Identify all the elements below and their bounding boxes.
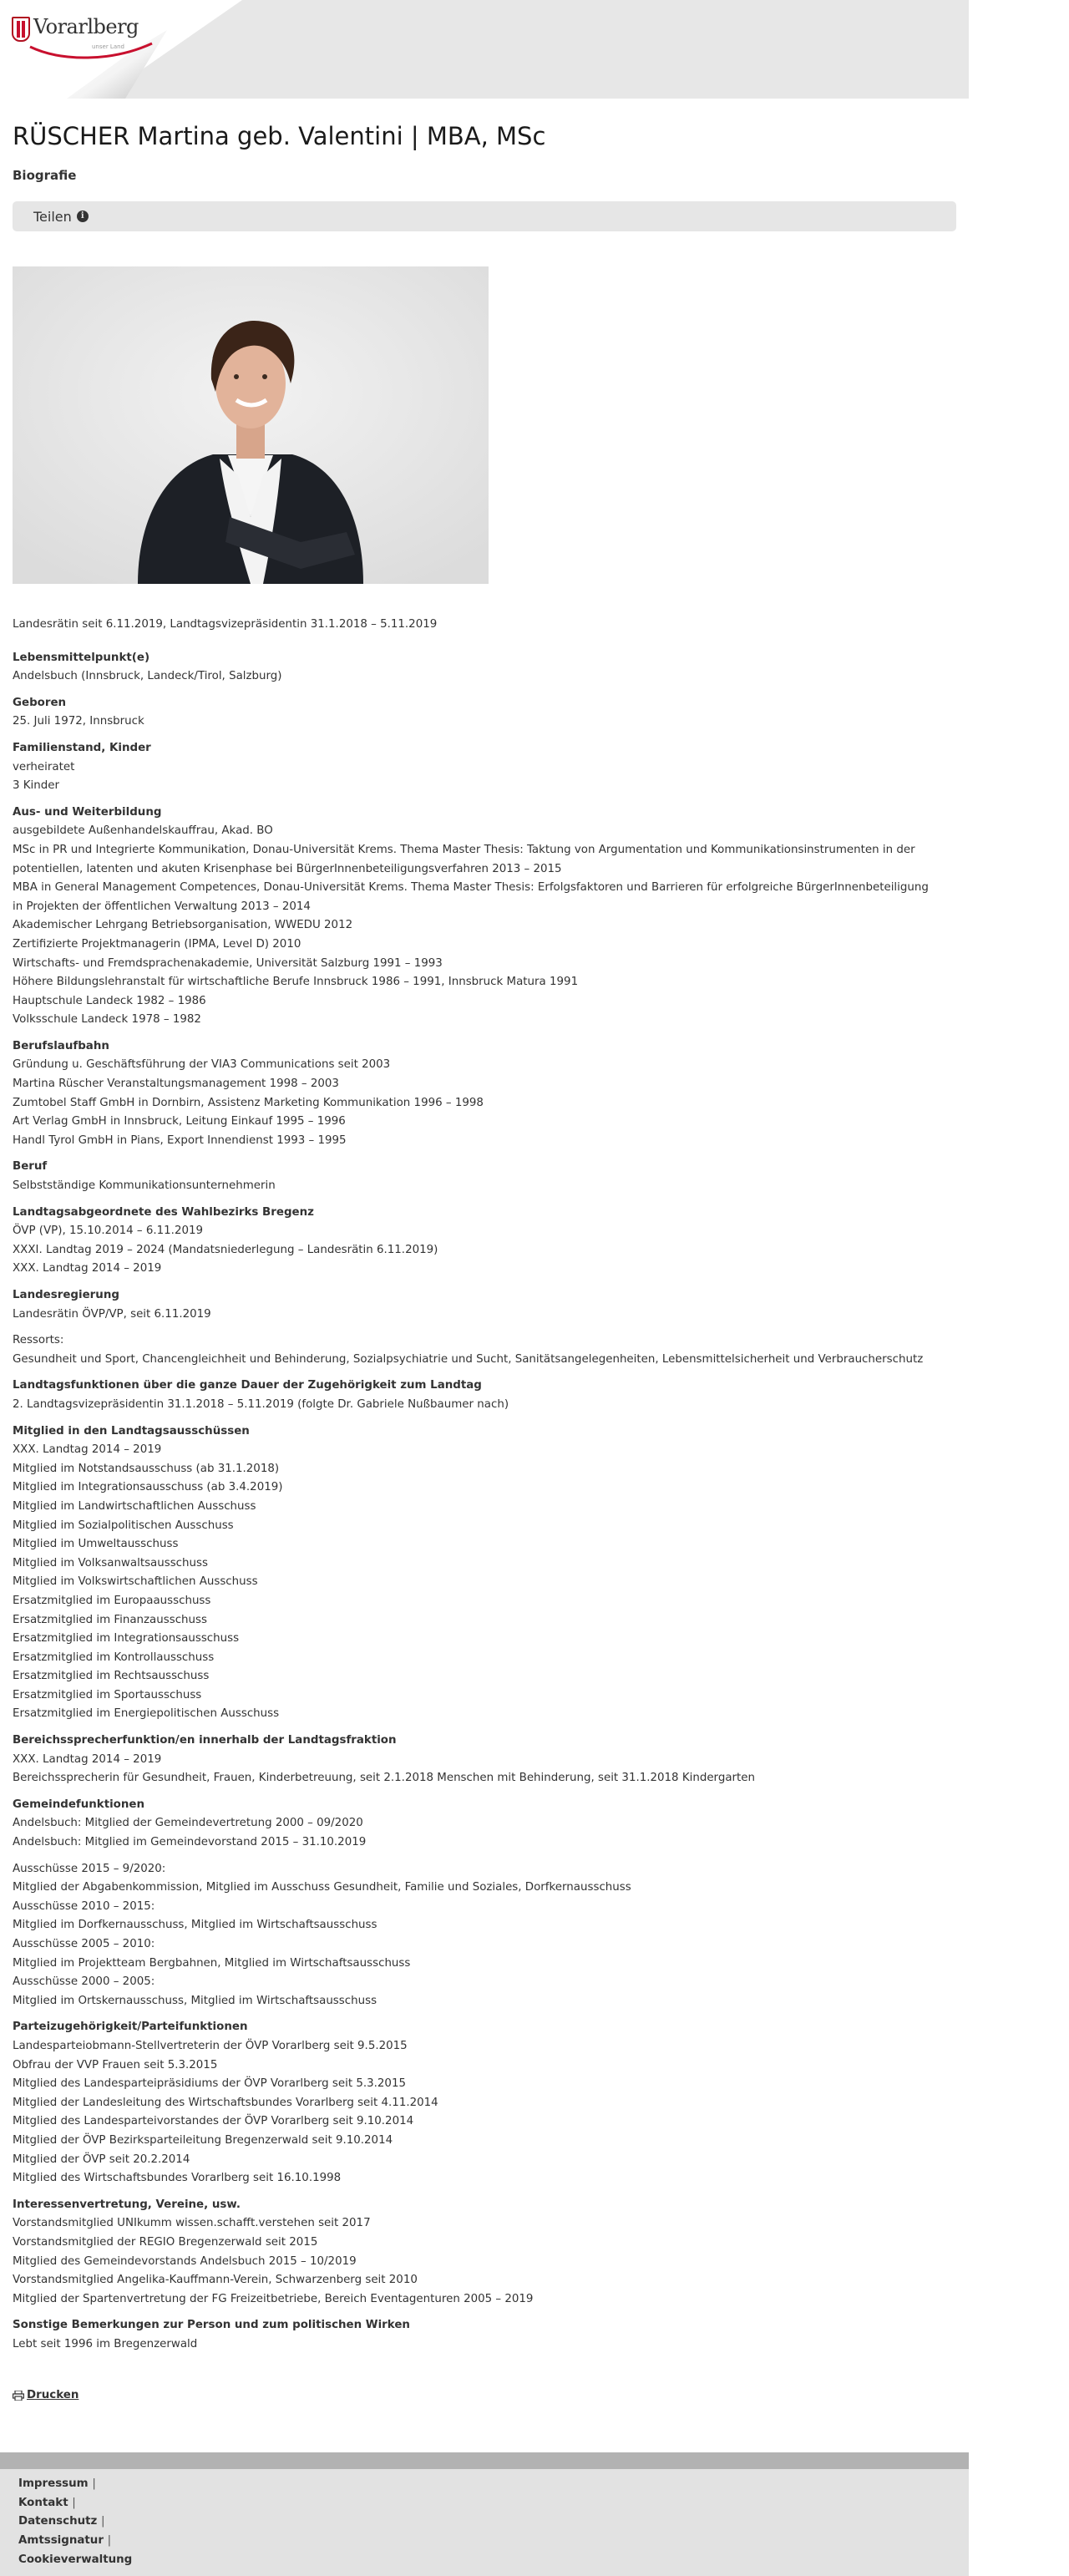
bio-line: Akademischer Lehrgang Betriebsorganisation, WWEDU 2012 <box>13 919 353 932</box>
info-circle-icon: i <box>77 210 89 222</box>
footer-link-cookieverwaltung[interactable] <box>18 2551 950 2570</box>
footer-link-label: Cookieverwaltung <box>18 2553 133 2566</box>
bio-line: Selbstständige Kommunikationsunternehmerin <box>13 1179 276 1193</box>
bio-line: Andelsbuch: Mitglied der Gemeindevertretung 2000 – 09/2020 <box>13 1817 363 1830</box>
bio-line: Mitglied des Landesparteivorstandes der ÖVP Vorarlberg seit 9.10.2014 <box>13 2115 414 2128</box>
portrait-illustration <box>13 266 489 584</box>
portrait-photo <box>13 266 489 584</box>
bio-line: Zumtobel Staff GmbH in Dornbirn, Assistenz Marketing Kommunikation 1996 – 1998 <box>13 1096 484 1109</box>
bio-line: Landesrätin ÖVP/VP, seit 6.11.2019 <box>13 1307 211 1321</box>
bio-section-heading: Lebensmittelpunkt(e) <box>13 651 150 664</box>
bio-line: Mitglied der ÖVP seit 20.2.2014 <box>13 2153 190 2166</box>
bio-section-heading: Familienstand, Kinder <box>13 741 151 754</box>
bio-line: Landesparteiobmann-Stellvertreterin der ÖVP Vorarlberg seit 9.5.2015 <box>13 2039 408 2052</box>
bio-line: Mitglied des Landesparteipräsidiums der ÖVP Vorarlberg seit 5.3.2015 <box>13 2077 406 2091</box>
footer-separator: | <box>101 2515 105 2528</box>
bio-line: Ressorts: <box>13 1334 64 1347</box>
bio-line: Hauptschule Landeck 1982 – 1986 <box>13 994 206 1007</box>
bio-section-heading: Parteizugehörigkeit/Parteifunktionen <box>13 2021 248 2034</box>
bio-line: Andelsbuch: Mitglied im Gemeindevorstand 2015 – 31.10.2019 <box>13 1836 367 1849</box>
bio-line: Mitglied im Volksanwaltsausschuss <box>13 1556 208 1569</box>
bio-line: XXX. Landtag 2014 – 2019 <box>13 1262 162 1275</box>
biography-sections <box>13 649 956 2355</box>
bio-section-heading: Mitglied in den Landtagsausschüssen <box>13 1424 250 1438</box>
logo-subtext: unser Land <box>92 43 124 50</box>
bio-line: Mitglied im Integrationsausschuss (ab 3.4.2019) <box>13 1481 283 1494</box>
site-header <box>0 0 969 99</box>
bio-line: Volksschule Landeck 1978 – 1982 <box>13 1013 201 1027</box>
bio-line: Mitglied der Spartenvertretung der FG Freizeitbetriebe, Bereich Eventagenturen 2005 – 2019 <box>13 2292 534 2305</box>
biography <box>13 616 956 2354</box>
bio-section-heading: Gemeindefunktionen <box>13 1798 145 1811</box>
bio-section <box>13 1331 956 1369</box>
bio-line: Mitglied im Landwirtschaftlichen Ausschuss <box>13 1499 256 1513</box>
page-subtitle: Biografie <box>13 168 77 183</box>
footer-link-label: Impressum <box>18 2477 89 2490</box>
bio-section <box>13 649 956 687</box>
bio-section <box>13 804 956 1030</box>
bio-line: Ersatzmitglied im Kontrollausschuss <box>13 1651 215 1664</box>
bio-line: Ausschüsse 2000 – 2005: <box>13 1975 155 1989</box>
bio-section <box>13 2316 956 2354</box>
bio-line: Ersatzmitglied im Energiepolitischen Ausschuss <box>13 1707 280 1721</box>
bio-section <box>13 1158 956 1195</box>
logo-swoosh-icon <box>28 40 154 62</box>
bio-section <box>13 1204 956 1279</box>
bio-line: 2. Landtagsvizepräsidentin 31.1.2018 – 5.11.2019 (folgte Dr. Gabriele Nußbaumer nach) <box>13 1397 509 1411</box>
bio-line: verheiratet <box>13 760 75 773</box>
footer-link-kontakt[interactable] <box>18 2494 950 2513</box>
bio-line: Mitglied im Sozialpolitischen Ausschuss <box>13 1519 234 1532</box>
bio-line: Mitglied des Wirtschaftsbundes Vorarlberg seit 16.10.1998 <box>13 2172 342 2185</box>
bio-line: Wirtschafts- und Fremdsprachenakademie, Universität Salzburg 1991 – 1993 <box>13 956 443 970</box>
bio-section-heading: Berufslaufbahn <box>13 1039 109 1052</box>
bio-line: Mitglied im Notstandsausschuss (ab 31.1.2018) <box>13 1462 280 1475</box>
bio-line: Art Verlag GmbH in Innsbruck, Leitung Einkauf 1995 – 1996 <box>13 1115 346 1128</box>
bio-line: Ausschüsse 2015 – 9/2020: <box>13 1862 166 1875</box>
bio-line: ÖVP (VP), 15.10.2014 – 6.11.2019 <box>13 1225 204 1238</box>
bio-line: Ersatzmitglied im Europaausschuss <box>13 1594 211 1607</box>
bio-line: Handl Tyrol GmbH in Pians, Export Innendienst 1993 – 1995 <box>13 1133 347 1147</box>
bio-line: ausgebildete Außenhandelskauffrau, Akad. BO <box>13 824 273 838</box>
bio-line: Mitglied im Dorfkernausschuss, Mitglied im Wirtschaftsausschuss <box>13 1919 377 1932</box>
bio-line: Ersatzmitglied im Integrationsausschuss <box>13 1632 240 1645</box>
footer-link-label: Datenschutz <box>18 2515 98 2528</box>
bio-section <box>13 1422 956 1725</box>
bio-section-heading: Landtagsabgeordnete des Wahlbezirks Bregenz <box>13 1205 314 1219</box>
bio-section <box>13 1037 956 1151</box>
footer-links <box>0 2469 969 2576</box>
footer-link-label: Amtssignatur <box>18 2534 104 2548</box>
bio-line: Bereichssprecherin für Gesundheit, Frauen, Kinderbetreuung, seit 2.1.2018 Menschen mit Behinderung, seit 31.1.2018 Kindergarten <box>13 1772 756 1785</box>
bio-line: XXX. Landtag 2014 – 2019 <box>13 1443 162 1457</box>
bio-line: Mitglied im Projektteam Bergbahnen, Mitglied im Wirtschaftsausschuss <box>13 1956 411 1970</box>
bio-line: Andelsbuch (Innsbruck, Landeck/Tirol, Salzburg) <box>13 670 282 683</box>
share-button[interactable] <box>13 201 956 231</box>
bio-section <box>13 2018 956 2188</box>
printer-icon <box>13 2391 24 2401</box>
bio-section <box>13 2196 956 2310</box>
bio-section-heading: Aus- und Weiterbildung <box>13 805 162 819</box>
site-logo[interactable] <box>12 15 154 53</box>
bio-section <box>13 1732 956 1788</box>
bio-line: Ausschüsse 2005 – 2010: <box>13 1938 155 1950</box>
intro-line: Landesrätin seit 6.11.2019, Landtagsvizepräsidentin 31.1.2018 – 5.11.2019 <box>13 618 438 631</box>
bio-line: Mitglied im Volkswirtschaftlichen Ausschuss <box>13 1575 258 1589</box>
bio-section-heading: Sonstige Bemerkungen zur Person und zum politischen Wirken <box>13 2319 410 2332</box>
bio-line: Mitglied der Abgabenkommission, Mitglied im Ausschuss Gesundheit, Familie und Soziales, Dorfkernausschuss <box>13 1881 631 1894</box>
bio-line: Obfrau der VVP Frauen seit 5.3.2015 <box>13 2058 218 2071</box>
footer-separator: | <box>92 2477 96 2490</box>
bio-line: XXX. Landtag 2014 – 2019 <box>13 1752 162 1766</box>
bio-line: Ersatzmitglied im Sportausschuss <box>13 1688 202 1701</box>
bio-section <box>13 1286 956 1324</box>
bio-section-heading: Beruf <box>13 1160 48 1174</box>
bio-section-heading: Bereichssprecherfunktion/en innerhalb der Landtagsfraktion <box>13 1734 397 1747</box>
footer-separator: | <box>72 2496 76 2509</box>
bio-line: 25. Juli 1972, Innsbruck <box>13 715 144 728</box>
bio-line: Vorstandsmitglied der REGIO Bregenzerwald seit 2015 <box>13 2235 318 2249</box>
bio-section <box>13 739 956 796</box>
bio-line: Ersatzmitglied im Rechtsausschuss <box>13 1670 210 1683</box>
bio-section-heading: Landtagsfunktionen über die ganze Dauer der Zugehörigkeit zum Landtag <box>13 1379 482 1392</box>
bio-line: Mitglied im Ortskernausschuss, Mitglied im Wirtschaftsausschuss <box>13 1994 377 2007</box>
bio-section-heading: Geboren <box>13 696 67 709</box>
logo-text: Vorarlberg <box>33 15 139 38</box>
bio-line: MBA in General Management Competences, Donau-Universität Krems. Thema Master Thesis: Erfolgsfaktoren und Barrieren für erfolgreiche BürgerInnenbeteiligung in Projekten der öffentlichen Verwaltung 2013 – 2014 <box>13 881 929 913</box>
bio-line: Mitglied der ÖVP Bezirksparteileitung Bregenzerwald seit 9.10.2014 <box>13 2133 393 2147</box>
page-title: RÜSCHER Martina geb. Valentini | MBA, MSc <box>13 122 546 150</box>
bio-section <box>13 1377 956 1414</box>
bio-line: Höhere Bildungslehranstalt für wirtschaftliche Berufe Innsbruck 1986 – 1991, Innsbruck Matura 1991 <box>13 976 579 989</box>
share-label: Teilen <box>33 208 72 225</box>
bio-section <box>13 1860 956 2011</box>
bio-section-heading: Interessenvertretung, Vereine, usw. <box>13 2198 241 2211</box>
site-footer <box>0 2452 969 2576</box>
bio-line: Mitglied im Umweltausschuss <box>13 1538 179 1551</box>
bio-line: Martina Rüscher Veranstaltungsmanagement 1998 – 2003 <box>13 1078 339 1091</box>
footer-link-datenschutz[interactable] <box>18 2513 950 2532</box>
footer-link-label: Kontakt <box>18 2496 68 2509</box>
main-content <box>0 99 969 2404</box>
print-link[interactable] <box>13 2389 79 2401</box>
bio-line: MSc in PR und Integrierte Kommunikation, Donau-Universität Krems. Thema Master Thesis: Taktung von Argumentation und Kommunikationsinstrumenten in der potentiellen, latenten und akuten Krisenphase bei BürgerInnenbeteiligungsverfahren 2013 – 2015 <box>13 843 915 875</box>
coat-of-arms-icon <box>12 17 30 42</box>
bio-line: Mitglied des Gemeindevorstands Andelsbuch 2015 – 10/2019 <box>13 2254 357 2268</box>
footer-link-impressum[interactable] <box>18 2475 950 2494</box>
bio-section <box>13 1796 956 1853</box>
bio-line: Gründung u. Geschäftsführung der VIA3 Communications seit 2003 <box>13 1058 391 1072</box>
bio-line: Ausschüsse 2010 – 2015: <box>13 1899 155 1913</box>
footer-separator: | <box>107 2534 112 2548</box>
bio-line: XXXI. Landtag 2019 – 2024 (Mandatsniederlegung – Landesrätin 6.11.2019) <box>13 1243 438 1256</box>
bio-line: Zertifizierte Projektmanagerin (IPMA, Level D) 2010 <box>13 937 301 951</box>
print-label: Drucken <box>27 2389 79 2402</box>
bio-section-heading: Landesregierung <box>13 1289 119 1301</box>
bio-line: Vorstandsmitglied UNIkumm wissen.schafft.verstehen seit 2017 <box>13 2217 371 2230</box>
bio-line: Lebt seit 1996 im Bregenzerwald <box>13 2337 198 2350</box>
bio-line: Mitglied der Landesleitung des Wirtschaftsbundes Vorarlberg seit 4.11.2014 <box>13 2096 438 2109</box>
bio-line: Ersatzmitglied im Finanzausschuss <box>13 1613 207 1626</box>
footer-strip <box>0 2452 969 2469</box>
bio-line: Vorstandsmitglied Angelika-Kauffmann-Verein, Schwarzenberg seit 2010 <box>13 2274 418 2287</box>
bio-section <box>13 694 956 732</box>
footer-link-amtssignatur[interactable] <box>18 2532 950 2551</box>
bio-line: Gesundheit und Sport, Chancengleichheit und Behinderung, Sozialpsychiatrie und Sucht, Sanitätsangelegenheiten, Lebensmittelsicherheit und Verbraucherschutz <box>13 1352 924 1366</box>
bio-line: 3 Kinder <box>13 779 60 793</box>
